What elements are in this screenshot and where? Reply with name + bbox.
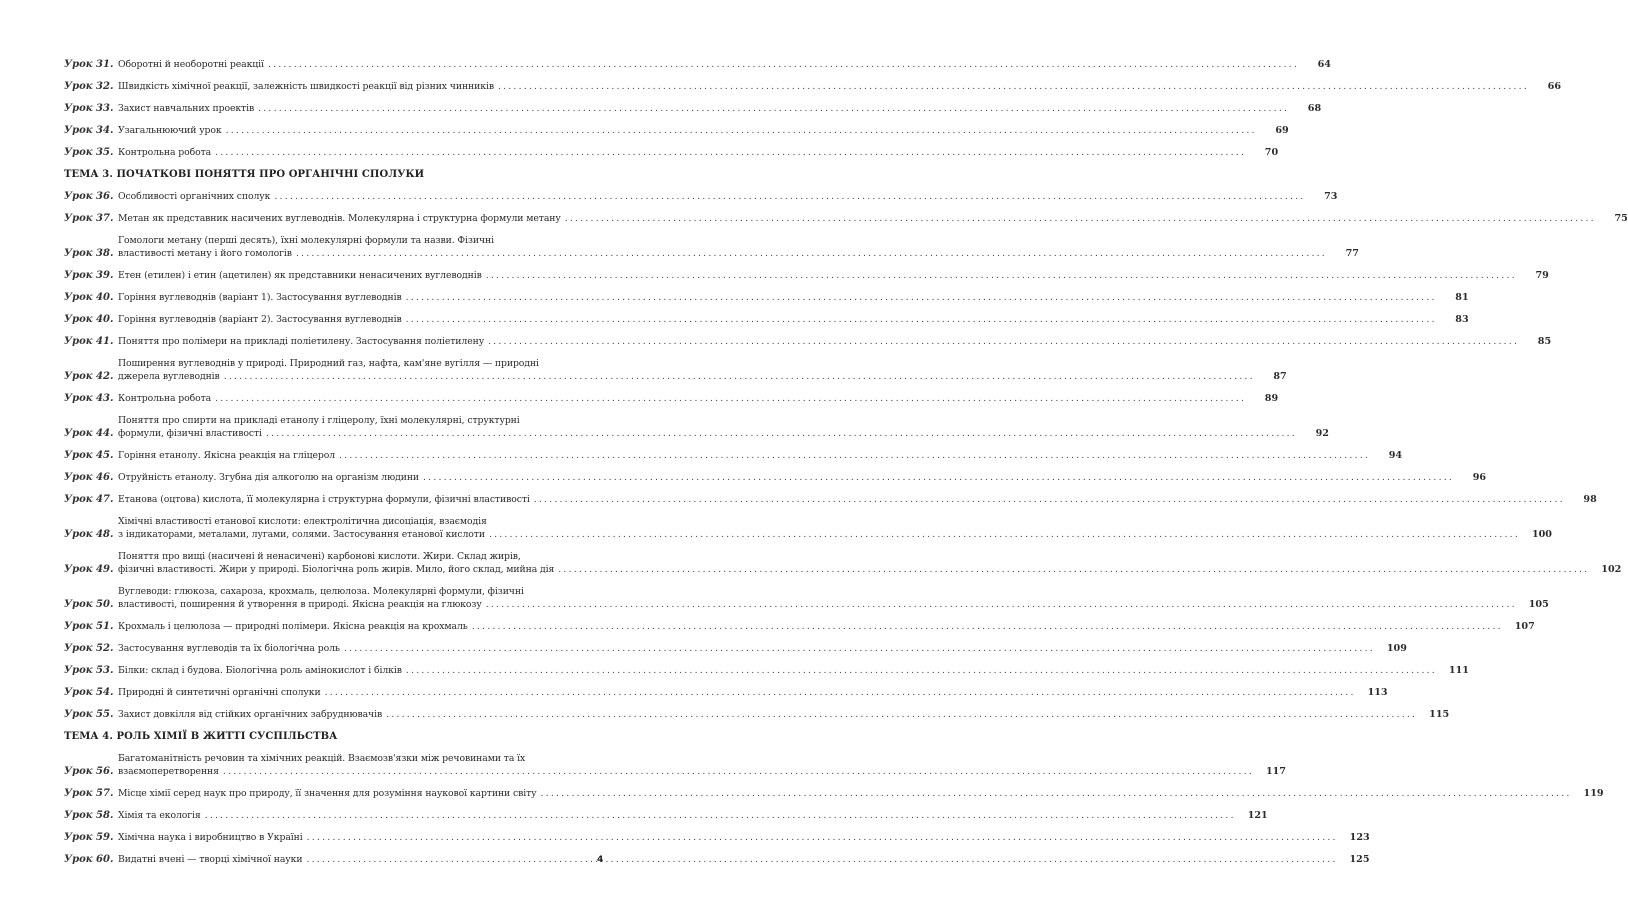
toc-entry <box>64 212 1628 225</box>
lesson-number: Урок 32. <box>64 81 114 92</box>
toc-entry <box>64 664 1469 677</box>
page-ref: 125 <box>1349 854 1370 865</box>
page-ref: 94 <box>1388 450 1403 461</box>
dot-leader <box>274 190 1305 203</box>
dot-leader <box>344 642 1375 655</box>
lesson-number: Урок 59. <box>64 832 114 843</box>
dot-leader <box>325 686 1356 699</box>
lesson-number: Урок 41. <box>64 336 114 347</box>
page-ref: 105 <box>1528 599 1549 610</box>
lesson-title: властивості, поширення й утворення в природі. Якісна реакція на глюкозу <box>118 599 482 610</box>
lesson-number: Урок 57. <box>64 788 114 799</box>
toc-entry <box>64 102 1322 115</box>
page-ref: 66 <box>1547 81 1561 92</box>
lesson-title: з індикаторами, металами, лугами, солями. Застосування етанової кислоти <box>118 529 485 540</box>
toc-entry <box>64 335 1552 348</box>
dot-leader <box>472 620 1503 633</box>
lesson-title: Крохмаль і целюлоза — природні полімери. Якісна реакція на крохмаль <box>118 621 468 632</box>
toc-entry <box>64 620 1535 633</box>
dot-leader <box>296 247 1327 260</box>
lesson-title: джерела вуглеводнів <box>118 371 220 382</box>
lesson-title: Поширення вуглеводнів у природі. Природний газ, нафта, кам'яне вугілля — природні <box>118 358 539 369</box>
lesson-title: Оборотні й необоротні реакції <box>118 59 264 70</box>
lesson-number: Урок 47. <box>64 494 114 505</box>
lesson-number: Урок 56. <box>64 766 114 777</box>
page-ref: 89 <box>1264 393 1279 404</box>
lesson-title: Гомологи метану (перші десять), їхні молекулярні формули та назви. Фізичні <box>118 235 494 246</box>
dot-leader <box>489 528 1520 541</box>
page-ref: 121 <box>1247 810 1268 821</box>
page-ref: 107 <box>1514 621 1535 632</box>
page-ref: 123 <box>1349 832 1370 843</box>
lesson-title: Горіння етанолу. Якісна реакція на гліцерол <box>118 450 336 461</box>
lesson-title: Хімія та екологія <box>118 810 201 821</box>
dot-leader <box>268 58 1299 71</box>
toc-entry <box>64 686 1388 699</box>
lesson-title: Швидкість хімічної реакції, залежність швидкості реакції від різних чинників <box>118 81 494 92</box>
toc-entry <box>64 471 1487 484</box>
lesson-title: Білки: склад і будова. Біологічна роль амінокислот і білків <box>118 665 402 676</box>
lesson-title: Хімічні властивості етанової кислоти: електролітична дисоціація, взаємодія <box>118 516 487 527</box>
toc-entry <box>64 642 1407 655</box>
toc-entry <box>64 291 1469 304</box>
page-ref: 77 <box>1345 248 1359 259</box>
lesson-number: Урок 60. <box>64 854 114 865</box>
lesson-number: Урок 58. <box>64 810 114 821</box>
lesson-number: Урок 34. <box>64 125 114 136</box>
dot-leader <box>386 708 1417 721</box>
dot-leader <box>266 427 1297 440</box>
page-ref: 81 <box>1455 292 1469 303</box>
toc-entry <box>64 809 1268 822</box>
page-ref: 79 <box>1535 270 1549 281</box>
lesson-number: Урок 51. <box>64 621 114 632</box>
toc-entry <box>64 58 1331 71</box>
page-ref: 73 <box>1324 191 1338 202</box>
page-number: 4 <box>597 855 604 865</box>
toc-entry <box>64 515 1552 541</box>
dot-leader <box>406 313 1437 326</box>
toc-entry <box>64 146 1279 159</box>
toc-entry <box>64 708 1450 721</box>
lesson-title: формули, фізичні властивості <box>118 428 262 439</box>
page-ref: 69 <box>1275 125 1289 136</box>
theme-heading: ТЕМА 3. ПОЧАТКОВІ ПОНЯТТЯ ПРО ОРГАНІЧНІ СПОЛУКИ <box>64 169 425 180</box>
dot-leader <box>258 102 1289 115</box>
dot-leader <box>205 809 1236 822</box>
dot-leader <box>406 291 1437 304</box>
dot-leader <box>423 471 1454 484</box>
lesson-title: Вуглеводи: глюкоза, сахароза, крохмаль, целюлоза. Молекулярні формули, фізичні <box>118 586 524 597</box>
dot-leader <box>406 664 1437 677</box>
page-ref: 83 <box>1455 314 1469 325</box>
toc-entry <box>64 80 1561 93</box>
lesson-number: Урок 49. <box>64 564 114 575</box>
lesson-number: Урок 38. <box>64 248 114 259</box>
page-ref: 117 <box>1265 766 1286 777</box>
page-ref: 115 <box>1429 709 1450 720</box>
dot-leader <box>534 493 1565 506</box>
lesson-title: Горіння вуглеводнів (варіант 2). Застосування вуглеводнів <box>118 314 402 325</box>
dot-leader <box>223 765 1254 778</box>
dot-leader <box>565 212 1596 225</box>
toc-entry <box>64 831 1370 844</box>
toc-entry <box>64 449 1403 462</box>
dot-leader <box>215 392 1246 405</box>
dot-leader <box>224 370 1255 383</box>
toc-entry <box>64 313 1469 326</box>
lesson-title: Поняття про полімери на прикладі поліетилену. Застосування поліетилену <box>118 336 485 347</box>
page-ref: 70 <box>1264 147 1279 158</box>
lesson-number: Урок 33. <box>64 103 114 114</box>
lesson-title: Поняття про спирти на прикладі етанолу і гліцеролу, їхні молекулярні, структурні <box>118 415 520 426</box>
lesson-number: Урок 39. <box>64 270 114 281</box>
dot-leader <box>215 146 1246 159</box>
dot-leader <box>226 124 1257 137</box>
page-ref: 109 <box>1386 643 1407 654</box>
page-ref: 92 <box>1315 428 1329 439</box>
theme-heading: ТЕМА 4. РОЛЬ ХІМІЇ В ЖИТТІ СУСПІЛЬСТВА <box>64 731 338 742</box>
lesson-number: Урок 35. <box>64 147 114 158</box>
page-ref: 100 <box>1531 529 1552 540</box>
toc-entry <box>64 853 1370 866</box>
toc-entry <box>64 752 1286 778</box>
lesson-title: Горіння вуглеводнів (варіант 1). Застосування вуглеводнів <box>118 292 402 303</box>
page-ref: 102 <box>1601 564 1622 575</box>
lesson-number: Урок 48. <box>64 529 114 540</box>
toc-entry <box>64 787 1604 800</box>
lesson-title: Особливості органічних сполук <box>118 191 271 202</box>
toc-entry <box>64 190 1338 203</box>
toc-entry <box>64 357 1287 383</box>
page-ref: 98 <box>1583 494 1597 505</box>
lesson-title: фізичні властивості. Жири у природі. Біологічна роль жирів. Мило, його склад, мийна дія <box>118 564 555 575</box>
toc-entry <box>64 585 1549 611</box>
lesson-number: Урок 36. <box>64 191 114 202</box>
lesson-number: Урок 44. <box>64 428 114 439</box>
page-ref: 64 <box>1317 59 1331 70</box>
toc-entry <box>64 550 1622 576</box>
lesson-title: Природні й синтетичні органічні сполуки <box>118 687 321 698</box>
page-ref: 111 <box>1448 665 1469 676</box>
page-ref: 85 <box>1537 336 1552 347</box>
lesson-title: Контрольна робота <box>118 393 212 404</box>
page-ref: 68 <box>1307 103 1322 114</box>
toc-entry <box>64 234 1359 260</box>
lesson-title: Видатні вчені — творці хімічної науки <box>118 854 303 865</box>
lesson-title: Метан як представник насичених вуглеводнів. Молекулярна і структурна формули метану <box>118 213 561 224</box>
lesson-number: Урок 52. <box>64 643 114 654</box>
lesson-title: Контрольна робота <box>118 147 212 158</box>
lesson-title: Захист навчальних проектів <box>118 103 255 114</box>
dot-leader <box>498 80 1529 93</box>
dot-leader <box>307 831 1338 844</box>
dot-leader <box>541 787 1572 800</box>
toc-entry <box>64 124 1289 137</box>
page-ref: 87 <box>1273 371 1287 382</box>
table-of-contents <box>64 58 1628 875</box>
page-ref: 113 <box>1367 687 1388 698</box>
page-ref: 96 <box>1472 472 1487 483</box>
lesson-number: Урок 55. <box>64 709 114 720</box>
toc-entry <box>64 269 1549 282</box>
lesson-title: Поняття про вищі (насичені й ненасичені) карбонові кислоти. Жири. Склад жирів, <box>118 551 521 562</box>
dot-leader <box>486 269 1517 282</box>
lesson-title: Отруйність етанолу. Згубна дія алкоголю на організм людини <box>118 472 420 483</box>
lesson-title: Застосування вуглеводів та їх біологічна роль <box>118 643 340 654</box>
dot-leader <box>558 563 1589 576</box>
lesson-title: Місце хімії серед наук про природу, її значення для розуміння наукової картини світу <box>118 788 537 799</box>
toc-entry <box>64 493 1597 506</box>
dot-leader <box>306 853 1337 866</box>
lesson-title: властивості метану і його гомологів <box>118 248 292 259</box>
page-ref: 75 <box>1614 213 1628 224</box>
lesson-number: Урок 54. <box>64 687 114 698</box>
lesson-title: взаємоперетворення <box>118 766 219 777</box>
lesson-title: Узагальнюючий урок <box>118 125 222 136</box>
lesson-number: Урок 37. <box>64 213 114 224</box>
lesson-number: Урок 40. <box>64 314 114 325</box>
lesson-title: Багатоманітність речовин та хімічних реакцій. Взаємозв'язки між речовинами та їх <box>118 753 526 764</box>
lesson-number: Урок 40. <box>64 292 114 303</box>
lesson-number: Урок 45. <box>64 450 114 461</box>
lesson-title: Етен (етилен) і етин (ацетилен) як представники ненасичених вуглеводнів <box>118 270 482 281</box>
lesson-title: Захист довкілля від стійких органічних забруднювачів <box>118 709 383 720</box>
dot-leader <box>488 335 1519 348</box>
toc-entry <box>64 414 1329 440</box>
toc-entry <box>64 392 1279 405</box>
page-ref: 119 <box>1583 788 1604 799</box>
dot-leader <box>339 449 1370 462</box>
lesson-number: Урок 50. <box>64 599 114 610</box>
lesson-number: Урок 42. <box>64 371 114 382</box>
lesson-number: Урок 43. <box>64 393 114 404</box>
lesson-title: Хімічна наука і виробництво в Україні <box>118 832 303 843</box>
lesson-title: Етанова (оцтова) кислота, її молекулярна і структурна формули, фізичні властивості <box>118 494 530 505</box>
lesson-number: Урок 31. <box>64 59 114 70</box>
dot-leader <box>486 598 1517 611</box>
lesson-number: Урок 53. <box>64 665 114 676</box>
lesson-number: Урок 46. <box>64 472 114 483</box>
